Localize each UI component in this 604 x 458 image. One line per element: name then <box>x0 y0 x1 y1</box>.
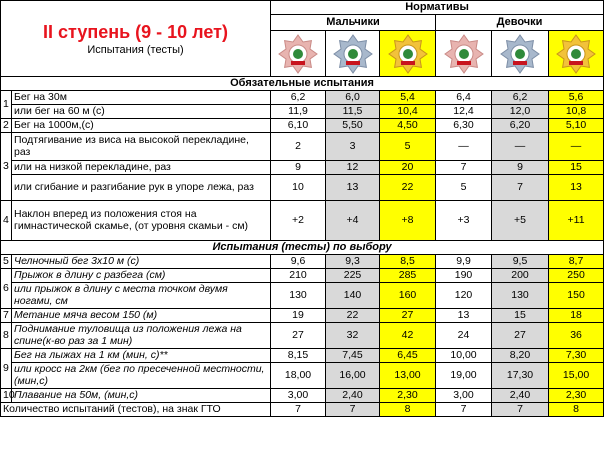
test-name: Подтягивание из виса на высокой перекладине, раз <box>12 133 271 161</box>
girls-value: 27 <box>492 323 549 349</box>
footer-value: 7 <box>492 403 549 417</box>
boys-value: 130 <box>271 283 326 309</box>
table-row <box>1 363 604 389</box>
test-name: или сгибание и разгибание рук в упоре лежа, раз <box>12 175 271 201</box>
boys-value: 140 <box>326 283 380 309</box>
badge-cell <box>380 31 436 77</box>
boys-value: 8,5 <box>380 255 436 269</box>
boys-value: 18,00 <box>271 363 326 389</box>
girls-value: 5,6 <box>549 91 604 105</box>
boys-value: +4 <box>326 201 380 241</box>
boys-value: 22 <box>326 309 380 323</box>
test-name: или на низкой перекладине, раз <box>12 161 271 175</box>
table-row <box>1 91 604 105</box>
page-subtitle: Испытания (тесты) <box>87 43 184 56</box>
girls-value: 5,10 <box>549 119 604 133</box>
table-row <box>1 349 604 363</box>
girls-value: +5 <box>492 201 549 241</box>
girls-value: 5 <box>436 175 492 201</box>
girls-value: 150 <box>549 283 604 309</box>
boys-value: 13 <box>326 175 380 201</box>
boys-value: 3,00 <box>271 389 326 403</box>
footer-value: 7 <box>326 403 380 417</box>
girls-value: +11 <box>549 201 604 241</box>
boys-value: +2 <box>271 201 326 241</box>
boys-value: 2 <box>271 133 326 161</box>
girls-value: 15,00 <box>549 363 604 389</box>
girls-value: 15 <box>549 161 604 175</box>
test-name: Челночный бег 3х10 м (с) <box>12 255 271 269</box>
footer-value: 8 <box>380 403 436 417</box>
boys-value: 16,00 <box>326 363 380 389</box>
girls-value: 6,30 <box>436 119 492 133</box>
section-mandatory: Обязательные испытания <box>1 77 604 91</box>
table-row <box>1 255 604 269</box>
row-number: 7 <box>1 309 12 323</box>
girls-value: 9,5 <box>492 255 549 269</box>
boys-value: 32 <box>326 323 380 349</box>
girls-value: 7,30 <box>549 349 604 363</box>
girls-value: 10,8 <box>549 105 604 119</box>
table-row <box>1 119 604 133</box>
table-row <box>1 269 604 283</box>
boys-value: 210 <box>271 269 326 283</box>
girls-value: 6,2 <box>492 91 549 105</box>
boys-value: 5,4 <box>380 91 436 105</box>
girls-header: Девочки <box>436 15 604 31</box>
boys-value: 2,30 <box>380 389 436 403</box>
table-row <box>1 389 604 403</box>
test-name: Метание мяча весом 150 (м) <box>12 309 271 323</box>
girls-value: — <box>549 133 604 161</box>
girls-value: 17,30 <box>492 363 549 389</box>
boys-value: +8 <box>380 201 436 241</box>
boys-value: 6,0 <box>326 91 380 105</box>
boys-value: 8,15 <box>271 349 326 363</box>
girls-value: 130 <box>492 283 549 309</box>
test-name: Бег на 30м <box>12 91 271 105</box>
girls-value: — <box>436 133 492 161</box>
footer-label: Количество испытаний (тестов), на знак ГТО <box>1 403 271 417</box>
boys-value: 6,45 <box>380 349 436 363</box>
test-name: или бег на 60 м (с) <box>12 105 271 119</box>
boys-value: 27 <box>380 309 436 323</box>
row-number: 2 <box>1 119 12 133</box>
girls-value: 190 <box>436 269 492 283</box>
row-number: 9 <box>1 349 12 389</box>
row-number: 4 <box>1 201 12 241</box>
girls-value: 10,00 <box>436 349 492 363</box>
test-name: или кросс на 2км (бег по пресеченной местности, (мин,с) <box>12 363 271 389</box>
boys-value: 6,10 <box>271 119 326 133</box>
footer-value: 7 <box>436 403 492 417</box>
girls-value: 2,40 <box>492 389 549 403</box>
girls-value: 6,4 <box>436 91 492 105</box>
table-row <box>1 323 604 349</box>
girls-value: 13 <box>436 309 492 323</box>
boys-value: 4,50 <box>380 119 436 133</box>
row-number: 10 <box>1 389 12 403</box>
girls-value: 8,7 <box>549 255 604 269</box>
boys-value: 5,50 <box>326 119 380 133</box>
row-number: 5 <box>1 255 12 269</box>
test-name: или прыжок в длину с места точком двумя ногами, см <box>12 283 271 309</box>
footer-row <box>1 403 604 417</box>
test-name: Поднимание туловища из положения лежа на спине(к-во раз за 1 мин) <box>12 323 271 349</box>
boys-value: 27 <box>271 323 326 349</box>
girls-value: 36 <box>549 323 604 349</box>
girls-value: 15 <box>492 309 549 323</box>
girls-value: 7 <box>436 161 492 175</box>
boys-value: 9 <box>271 161 326 175</box>
badge-cell <box>326 31 380 77</box>
table-row <box>1 161 604 175</box>
girls-value: 8,20 <box>492 349 549 363</box>
boys-value: 2,40 <box>326 389 380 403</box>
boys-value: 42 <box>380 323 436 349</box>
boys-value: 9,6 <box>271 255 326 269</box>
table-row <box>1 105 604 119</box>
girls-value: 200 <box>492 269 549 283</box>
girls-value: 24 <box>436 323 492 349</box>
bronze-badge-icon <box>278 34 318 74</box>
boys-value: 22 <box>380 175 436 201</box>
badge-cell <box>492 31 549 77</box>
boys-value: 13,00 <box>380 363 436 389</box>
girls-value: 9,9 <box>436 255 492 269</box>
girls-value: 2,30 <box>549 389 604 403</box>
girls-value: 13 <box>549 175 604 201</box>
boys-value: 285 <box>380 269 436 283</box>
badge-cell <box>436 31 492 77</box>
boys-value: 160 <box>380 283 436 309</box>
footer-value: 7 <box>271 403 326 417</box>
girls-value: 12,4 <box>436 105 492 119</box>
girls-value: 6,20 <box>492 119 549 133</box>
girls-value: — <box>492 133 549 161</box>
boys-value: 20 <box>380 161 436 175</box>
boys-value: 19 <box>271 309 326 323</box>
girls-value: 120 <box>436 283 492 309</box>
girls-value: 9 <box>492 161 549 175</box>
girls-value: 3,00 <box>436 389 492 403</box>
boys-value: 12 <box>326 161 380 175</box>
test-name: Бег на 1000м,(с) <box>12 119 271 133</box>
boys-value: 225 <box>326 269 380 283</box>
girls-value: 12,0 <box>492 105 549 119</box>
table-row <box>1 133 604 161</box>
row-number: 8 <box>1 323 12 349</box>
section-optional: Испытания (тесты) по выбору <box>1 241 604 255</box>
table-row <box>1 283 604 309</box>
silver-badge-icon <box>500 34 540 74</box>
gold-badge-icon <box>556 34 596 74</box>
row-number: 1 <box>1 91 12 119</box>
boys-value: 9,3 <box>326 255 380 269</box>
row-number: 6 <box>1 269 12 309</box>
page-title: II ступень (9 - 10 лет) <box>43 21 228 42</box>
boys-value: 6,2 <box>271 91 326 105</box>
test-name: Плавание на 50м, (мин,с) <box>12 389 271 403</box>
table-row <box>1 201 604 241</box>
boys-value: 3 <box>326 133 380 161</box>
boys-value: 10,4 <box>380 105 436 119</box>
normatives-header: Нормативы <box>271 1 604 15</box>
bronze-badge-icon <box>444 34 484 74</box>
girls-value: +3 <box>436 201 492 241</box>
boys-value: 11,9 <box>271 105 326 119</box>
badge-cell <box>549 31 604 77</box>
header-title-cell <box>1 1 271 77</box>
footer-value: 8 <box>549 403 604 417</box>
boys-value: 11,5 <box>326 105 380 119</box>
boys-value: 10 <box>271 175 326 201</box>
row-number: 3 <box>1 133 12 201</box>
girls-value: 250 <box>549 269 604 283</box>
boys-header: Мальчики <box>271 15 436 31</box>
girls-value: 7 <box>492 175 549 201</box>
girls-value: 18 <box>549 309 604 323</box>
badge-cell <box>271 31 326 77</box>
table-row <box>1 309 604 323</box>
test-name: Бег на лыжах на 1 км (мин, с)** <box>12 349 271 363</box>
gold-badge-icon <box>388 34 428 74</box>
test-name: Наклон вперед из положения стоя на гимнастической скамье, (от уровня скамьи - см) <box>12 201 271 241</box>
boys-value: 7,45 <box>326 349 380 363</box>
silver-badge-icon <box>333 34 373 74</box>
test-name: Прыжок в длину с разбега (см) <box>12 269 271 283</box>
boys-value: 5 <box>380 133 436 161</box>
table-row <box>1 175 604 201</box>
girls-value: 19,00 <box>436 363 492 389</box>
